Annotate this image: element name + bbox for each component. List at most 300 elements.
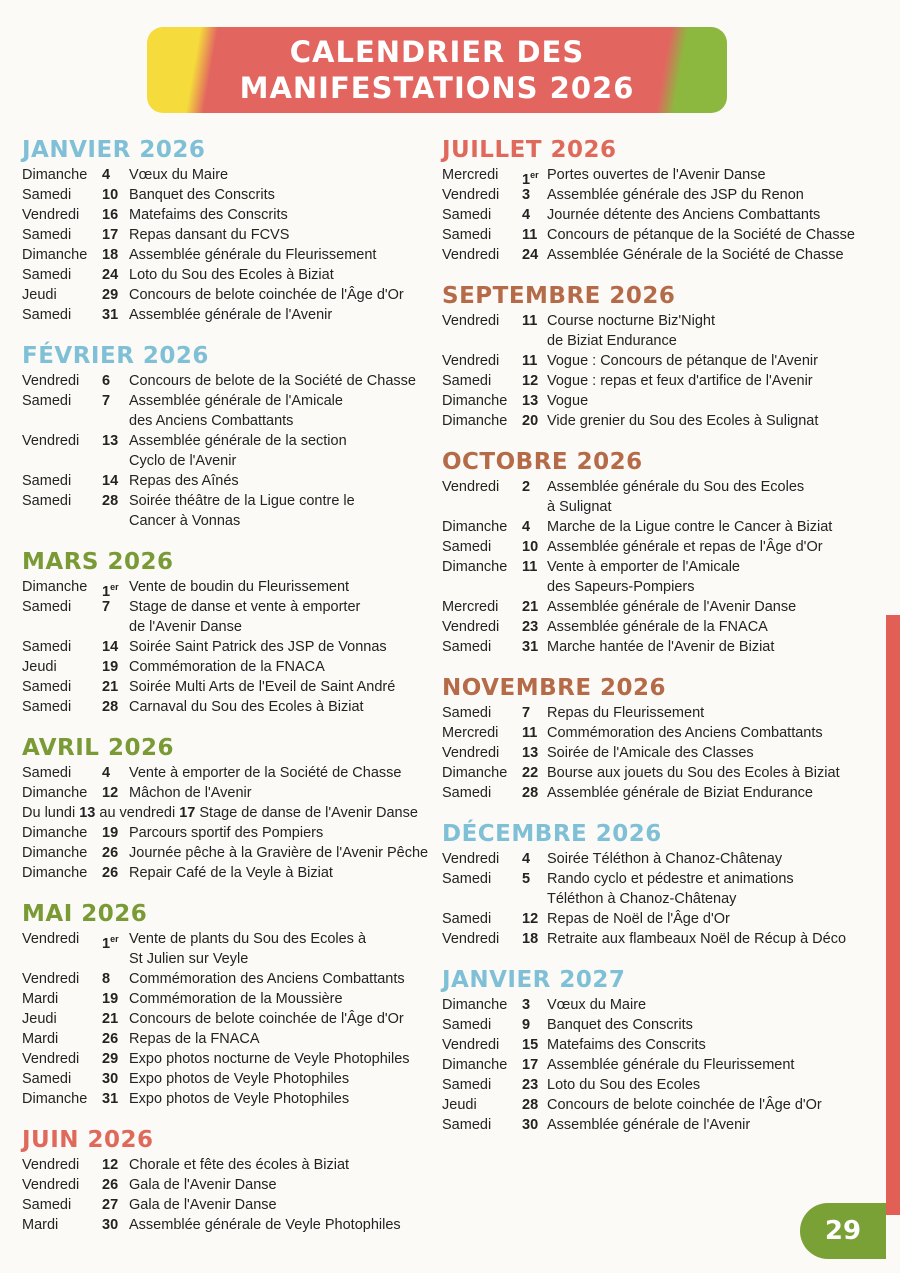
event-date-value: 14 [102, 473, 119, 489]
event-row [22, 783, 432, 803]
event-day: Vendredi [442, 187, 500, 203]
event-date-value: 4 [522, 207, 531, 223]
event-description: Loto du Sou des Ecoles à Biziat [129, 267, 334, 283]
month-title: OCTOBRE 2026 [442, 449, 643, 475]
event-day: Samedi [442, 1077, 492, 1093]
event-date-value: 19 [102, 825, 119, 841]
event-row [442, 371, 862, 391]
event-date-number [102, 1155, 118, 1175]
event-row [442, 165, 862, 188]
event-day: Dimanche [442, 765, 508, 781]
event-description: Assemblée générale du Fleurissement [129, 247, 377, 263]
event-date-value: 12 [522, 373, 539, 389]
event-row [22, 1175, 432, 1195]
event-day: Dimanche [22, 579, 88, 595]
event-date-number [522, 411, 538, 431]
event-row [442, 411, 862, 431]
event-description: Concours de belote de la Société de Chasse [129, 373, 416, 389]
event-date-number: 17 [179, 805, 196, 821]
event-description: Repas dansant du FCVS [129, 227, 290, 243]
event-description: Repair Café de la Veyle à Biziat [129, 865, 333, 881]
event-date-number [102, 969, 110, 989]
event-row [22, 697, 432, 717]
event-date-value: 26 [102, 865, 119, 881]
event-date-value: 24 [522, 247, 539, 263]
event-date-number [522, 557, 537, 577]
event-row [22, 1155, 432, 1175]
event-day: Mercredi [442, 725, 499, 741]
event-date-number [102, 285, 118, 305]
event-row [442, 783, 862, 803]
event-day: Vendredi [22, 1177, 80, 1193]
month-section [22, 135, 432, 325]
event-description: Soirée Saint Patrick des JSP de Vonnas [129, 639, 387, 655]
event-date-number [102, 1029, 118, 1049]
event-row [22, 803, 432, 823]
event-description: Assemblée générale du Fleurissement [547, 1057, 795, 1073]
event-row [22, 431, 432, 471]
event-row [442, 617, 862, 637]
event-day: Dimanche [442, 1057, 508, 1073]
event-description: Assemblée générale de Veyle Photophiles [129, 1217, 401, 1233]
event-date-number [522, 617, 538, 637]
event-date-number [522, 723, 537, 743]
event-row [22, 265, 432, 285]
event-date-number [522, 1015, 530, 1035]
event-description-continued: à Sulignat [547, 499, 612, 515]
event-description: Assemblée générale et repas de l'Âge d'Or [547, 539, 823, 555]
event-date-value: 29 [102, 287, 119, 303]
event-description-continued: St Julien sur Veyle [129, 951, 249, 967]
event-day: Jeudi [22, 659, 57, 675]
event-description: Assemblée générale des JSP du Renon [547, 187, 804, 203]
event-row [22, 989, 432, 1009]
event-date-value: 14 [102, 639, 119, 655]
event-date-value: 31 [102, 307, 119, 323]
event-day: Samedi [442, 227, 492, 243]
event-date-value: 9 [522, 1017, 531, 1033]
event-row [22, 597, 432, 637]
event-date-number [522, 477, 530, 497]
event-row [22, 637, 432, 657]
event-day: Samedi [442, 705, 492, 721]
event-description: Soirée Multi Arts de l'Eveil de Saint André [129, 679, 396, 695]
event-date-number [102, 657, 118, 677]
event-row [442, 1115, 862, 1135]
event-description: Matefaims des Conscrits [129, 207, 288, 223]
event-date-value: 11 [522, 313, 538, 329]
event-row [22, 185, 432, 205]
event-date-suffix: er [110, 582, 119, 592]
event-description: Stage de danse et vente à emporter [129, 599, 361, 615]
side-color-strip [886, 615, 900, 1215]
event-date-value: 4 [522, 519, 531, 535]
event-date-value: 1 [102, 935, 111, 952]
event-day: Dimanche [442, 393, 508, 409]
event-date-value: 26 [102, 1031, 119, 1047]
event-date-number [102, 265, 118, 285]
event-date-number [102, 1195, 118, 1215]
event-row [442, 391, 862, 411]
event-description-continued: des Anciens Combattants [129, 413, 294, 429]
event-description: Repas des Aînés [129, 473, 239, 489]
event-description: Vœux du Maire [547, 997, 647, 1013]
event-description: Expo photos nocturne de Veyle Photophiles [129, 1051, 410, 1067]
event-date-value: 26 [102, 1177, 119, 1193]
event-row [22, 1049, 432, 1069]
event-date-number [522, 1095, 538, 1115]
event-date-number [102, 185, 118, 205]
event-description: Loto du Sou des Ecoles [547, 1077, 701, 1093]
event-day: Dimanche [22, 167, 88, 183]
event-date-number [522, 929, 538, 949]
event-day: Samedi [442, 1117, 492, 1133]
event-day: Dimanche [22, 865, 88, 881]
event-date-number [522, 517, 530, 537]
event-date-value: 1 [522, 171, 531, 188]
event-date-value: 7 [102, 599, 111, 615]
event-day: Vendredi [22, 931, 80, 947]
event-row [442, 723, 862, 743]
event-day: Samedi [442, 539, 492, 555]
event-row [22, 823, 432, 843]
event-description: Journée pêche à la Gravière de l'Avenir Pêche [129, 845, 429, 861]
event-date-value: 11 [522, 227, 538, 243]
event-date-number [522, 597, 538, 617]
event-description: Commémoration de la Moussière [129, 991, 343, 1007]
event-date-number [102, 863, 118, 883]
event-day: Samedi [22, 679, 72, 695]
event-row [442, 205, 862, 225]
event-date-value: 28 [102, 493, 119, 509]
event-day: Samedi [22, 393, 72, 409]
event-day: Vendredi [22, 373, 80, 389]
event-row [442, 743, 862, 763]
event-date-value: 27 [102, 1197, 119, 1213]
event-row [22, 577, 432, 600]
event-date-value: 23 [522, 619, 539, 635]
event-row [22, 1029, 432, 1049]
month-title: JUILLET 2026 [442, 137, 617, 163]
event-description: Marche hantée de l'Avenir de Biziat [547, 639, 775, 655]
event-date-number [102, 371, 110, 391]
event-date-suffix: er [110, 934, 119, 944]
month-section [442, 819, 862, 949]
event-row [442, 1075, 862, 1095]
event-date-value: 12 [102, 785, 119, 801]
event-date-value: 31 [102, 1091, 119, 1107]
event-day: Mercredi [442, 167, 499, 183]
event-row [22, 205, 432, 225]
event-date-value: 13 [522, 745, 539, 761]
month-section [22, 733, 432, 883]
event-text: Du lundi [22, 805, 80, 821]
event-day: Samedi [22, 765, 72, 781]
event-date-value: 18 [522, 931, 539, 947]
event-row [442, 597, 862, 617]
event-row [442, 1015, 862, 1035]
event-day: Vendredi [22, 1051, 80, 1067]
event-day: Vendredi [442, 745, 500, 761]
event-date-number [102, 225, 118, 245]
event-day: Samedi [22, 1197, 72, 1213]
event-day: Dimanche [442, 559, 508, 575]
event-description: Gala de l'Avenir Danse [129, 1177, 277, 1193]
event-date-value: 8 [102, 971, 111, 987]
event-date-value: 6 [102, 373, 111, 389]
event-day: Vendredi [22, 971, 80, 987]
event-description: Assemblée générale de l'Avenir Danse [547, 599, 797, 615]
event-date-number [522, 1115, 538, 1135]
event-day: Vendredi [442, 1037, 500, 1053]
event-date-number [522, 763, 538, 783]
event-date-number [102, 391, 110, 411]
event-description: Vente de plants du Sou des Ecoles à [129, 931, 367, 947]
month-section [22, 899, 432, 1109]
event-row [22, 843, 432, 863]
event-day: Dimanche [442, 997, 508, 1013]
event-date-number [522, 637, 538, 657]
month-title: DÉCEMBRE 2026 [442, 821, 662, 847]
right-column [442, 135, 862, 1151]
event-date-number [102, 1049, 118, 1069]
event-description: Parcours sportif des Pompiers [129, 825, 324, 841]
event-date-value: 15 [522, 1037, 539, 1053]
event-row [22, 371, 432, 391]
event-description: Vœux du Maire [129, 167, 229, 183]
event-date-number [102, 1009, 118, 1029]
month-title: NOVEMBRE 2026 [442, 675, 667, 701]
event-date-value: 7 [102, 393, 111, 409]
event-date-value: 19 [102, 991, 119, 1007]
event-day: Mardi [22, 1031, 59, 1047]
event-date-value: 30 [102, 1071, 119, 1087]
event-date-number [102, 471, 118, 491]
event-row [442, 311, 862, 351]
event-text: Stage de danse de l'Avenir Danse [195, 805, 418, 821]
event-row [442, 517, 862, 537]
event-day: Samedi [22, 599, 72, 615]
event-row [22, 1069, 432, 1089]
event-description-continued: Cyclo de l'Avenir [129, 453, 237, 469]
event-description: Soirée Téléthon à Chanoz-Châtenay [547, 851, 783, 867]
event-description: Concours de belote coinchée de l'Âge d'Or [129, 287, 404, 303]
event-day: Jeudi [442, 1097, 477, 1113]
event-day: Vendredi [442, 313, 500, 329]
event-date-number [522, 849, 530, 869]
event-date-value: 7 [522, 705, 531, 721]
title-banner [147, 27, 727, 113]
event-day: Samedi [22, 227, 72, 243]
event-date-number [102, 1175, 118, 1195]
event-description: Chorale et fête des écoles à Biziat [129, 1157, 350, 1173]
event-description: Marche de la Ligue contre le Cancer à Biziat [547, 519, 833, 535]
event-day: Samedi [22, 267, 72, 283]
event-day: Vendredi [22, 207, 80, 223]
event-date-value: 30 [102, 1217, 119, 1233]
event-date-number [102, 843, 118, 863]
month-section [22, 547, 432, 717]
event-row [22, 1215, 432, 1235]
event-description: Bourse aux jouets du Sou des Ecoles à Biziat [547, 765, 840, 781]
page-title-line-2: MANIFESTATIONS 2026 [239, 71, 635, 105]
event-description: Banquet des Conscrits [547, 1017, 693, 1033]
event-row [442, 1055, 862, 1075]
event-date-number [102, 491, 118, 511]
event-description: Repas de Noël de l'Âge d'Or [547, 911, 730, 927]
event-date-number [522, 205, 530, 225]
event-date-number [102, 637, 118, 657]
event-date-value: 13 [522, 393, 539, 409]
event-date-value: 1 [102, 583, 111, 600]
page-title-line-1: CALENDRIER DES [289, 35, 585, 69]
month-title: JANVIER 2026 [22, 137, 206, 163]
event-row [22, 471, 432, 491]
event-description-continued: Téléthon à Chanoz-Châtenay [547, 891, 737, 907]
event-date-number [102, 697, 118, 717]
event-date-value: 10 [522, 539, 539, 555]
event-day: Vendredi [442, 247, 500, 263]
event-row [442, 869, 862, 909]
event-date-value: 2 [522, 479, 531, 495]
event-row [22, 165, 432, 185]
event-description: Commémoration de la FNACA [129, 659, 325, 675]
event-date-number [522, 537, 538, 557]
event-day: Samedi [22, 493, 72, 509]
event-day: Vendredi [442, 479, 500, 495]
event-date-value: 11 [522, 725, 538, 741]
event-description: Vente de boudin du Fleurissement [129, 579, 350, 595]
event-day: Samedi [442, 373, 492, 389]
event-description: Repas du Fleurissement [547, 705, 705, 721]
event-day: Samedi [442, 207, 492, 223]
event-description: Soirée théâtre de la Ligue contre le [129, 493, 355, 509]
event-day: Vendredi [22, 1157, 80, 1173]
event-date-value: 18 [102, 247, 119, 263]
month-section [442, 965, 862, 1135]
event-row [442, 557, 862, 597]
event-day: Mercredi [442, 599, 499, 615]
event-description: Assemblée générale de Biziat Endurance [547, 785, 813, 801]
event-day: Dimanche [22, 825, 88, 841]
event-date-number [102, 677, 118, 697]
event-day: Vendredi [442, 619, 500, 635]
event-date-number [522, 245, 538, 265]
event-date-number [102, 1089, 118, 1109]
month-title: FÉVRIER 2026 [22, 343, 209, 369]
event-description: Mâchon de l'Avenir [129, 785, 252, 801]
event-date-value: 31 [522, 639, 539, 655]
event-day: Samedi [22, 1071, 72, 1087]
event-date-value: 28 [522, 1097, 539, 1113]
event-description: Assemblée Générale de la Société de Chasse [547, 247, 844, 263]
event-description: Concours de belote coinchée de l'Âge d'Or [547, 1097, 822, 1113]
event-date-number [522, 869, 530, 889]
month-title: JANVIER 2027 [442, 967, 626, 993]
event-date-value: 4 [102, 765, 111, 781]
event-row [442, 1095, 862, 1115]
month-section [442, 281, 862, 431]
event-date-value: 21 [102, 679, 119, 695]
event-description: Vogue [547, 393, 589, 409]
event-date-value: 10 [102, 187, 119, 203]
event-day: Jeudi [22, 1011, 57, 1027]
event-description: Retraite aux flambeaux Noël de Récup à Déco [547, 931, 847, 947]
event-description: Banquet des Conscrits [129, 187, 275, 203]
event-description: Course nocturne Biz'Night [547, 313, 715, 329]
event-date-number [522, 703, 530, 723]
event-date-number [102, 305, 118, 325]
event-date-number [102, 763, 110, 783]
event-day: Samedi [442, 911, 492, 927]
event-date-value: 17 [522, 1057, 539, 1073]
event-row [22, 491, 432, 531]
event-date-value: 21 [102, 1011, 119, 1027]
event-day: Samedi [22, 187, 72, 203]
event-date-value: 4 [522, 851, 531, 867]
event-description: Commémoration des Anciens Combattants [129, 971, 405, 987]
event-date-number [102, 245, 118, 265]
event-day: Vendredi [442, 931, 500, 947]
event-row [442, 763, 862, 783]
event-description: Expo photos de Veyle Photophiles [129, 1071, 350, 1087]
event-date-value: 3 [522, 997, 531, 1013]
event-date-value: 26 [102, 845, 119, 861]
event-date-number [522, 225, 537, 245]
event-day: Samedi [22, 699, 72, 715]
event-date-number [522, 391, 538, 411]
event-description [22, 803, 432, 823]
event-day: Dimanche [22, 845, 88, 861]
event-row [442, 703, 862, 723]
event-description: Commémoration des Anciens Combattants [547, 725, 823, 741]
event-date-number [522, 185, 530, 205]
event-day: Samedi [442, 1017, 492, 1033]
event-description: Vente à emporter de la Société de Chasse [129, 765, 402, 781]
event-row [442, 225, 862, 245]
event-description: Soirée de l'Amicale des Classes [547, 745, 754, 761]
event-description: Portes ouvertes de l'Avenir Danse [547, 167, 766, 183]
event-row [442, 637, 862, 657]
event-day: Vendredi [22, 433, 80, 449]
event-date-number [102, 989, 118, 1009]
event-date-value: 29 [102, 1051, 119, 1067]
event-description-continued: Cancer à Vonnas [129, 513, 241, 529]
event-description: Expo photos de Veyle Photophiles [129, 1091, 350, 1107]
event-day: Dimanche [442, 519, 508, 535]
event-description: Repas de la FNACA [129, 1031, 260, 1047]
event-day: Vendredi [442, 851, 500, 867]
event-row [22, 1195, 432, 1215]
event-day: Samedi [442, 639, 492, 655]
event-description: Assemblée générale de l'Avenir [129, 307, 333, 323]
event-date-value: 17 [102, 227, 119, 243]
event-date-number [522, 909, 538, 929]
event-date-value: 23 [522, 1077, 539, 1093]
event-description: Assemblée générale de l'Amicale [129, 393, 343, 409]
event-date-number [102, 1069, 118, 1089]
event-row [442, 245, 862, 265]
event-date-value: 12 [522, 911, 539, 927]
event-date-number [522, 743, 538, 763]
event-date-value: 30 [522, 1117, 539, 1133]
event-day: Vendredi [442, 353, 500, 369]
event-date-value: 28 [102, 699, 119, 715]
event-description-continued: des Sapeurs-Pompiers [547, 579, 695, 595]
month-title: MAI 2026 [22, 901, 148, 927]
event-row [442, 351, 862, 371]
event-date-suffix: er [530, 170, 539, 180]
